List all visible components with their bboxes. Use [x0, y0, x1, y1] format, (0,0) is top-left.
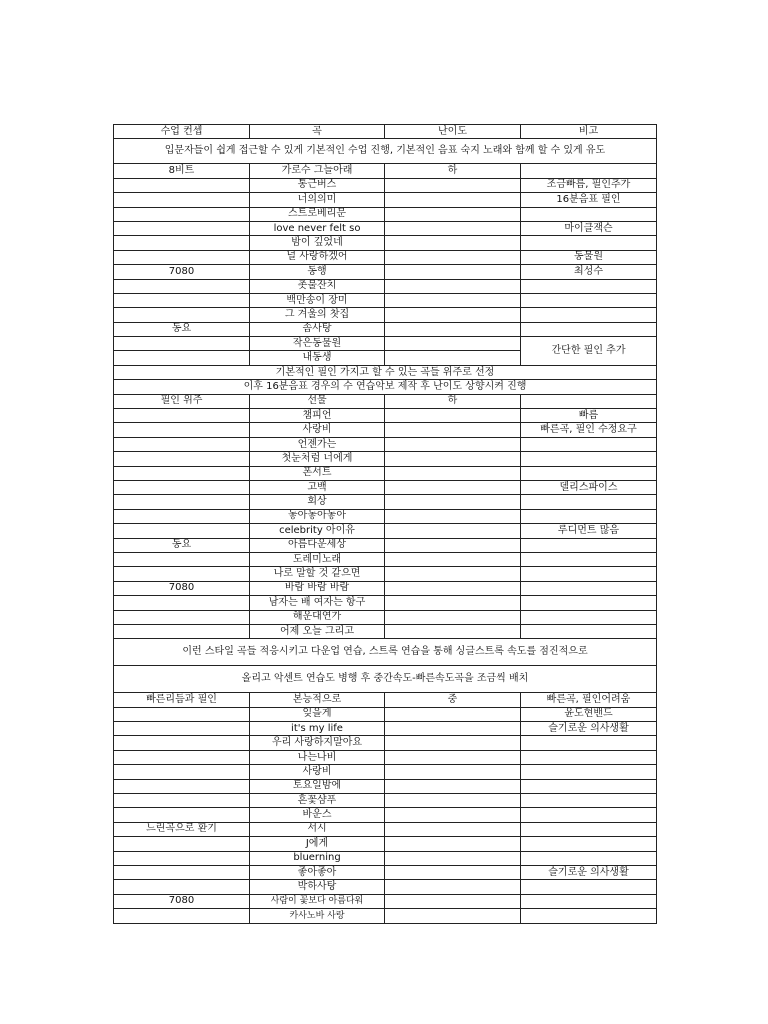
remark-cell [521, 552, 657, 566]
remark-cell: 16분음표 필인 [521, 193, 657, 207]
level-cell [385, 452, 521, 466]
song-cell: 좋아좋아 [250, 865, 385, 879]
concept-cell [114, 466, 250, 480]
remark-cell: 빠른곡, 필인어려움 [521, 693, 657, 707]
song-cell: 나로 말할 것 같으면 [250, 567, 385, 581]
table-row [114, 722, 657, 736]
remark-cell [521, 279, 657, 293]
level-cell [385, 480, 521, 494]
header-remark: 비고 [521, 125, 657, 139]
remark-cell [521, 322, 657, 336]
remark-cell: 루디먼트 많음 [521, 524, 657, 538]
remark-cell [521, 394, 657, 408]
song-cell: 사람이 꽃보다 아름다워 [250, 894, 385, 908]
level-cell [385, 221, 521, 235]
remark-cell: 최성수 [521, 265, 657, 279]
concept-cell: 느린곡으로 환기 [114, 822, 250, 836]
remark-cell [521, 765, 657, 779]
table-row [114, 207, 657, 221]
table-row [114, 837, 657, 851]
level-cell [385, 524, 521, 538]
table-row [114, 538, 657, 552]
song-cell: 도레미노래 [250, 552, 385, 566]
level-cell [385, 794, 521, 808]
section-note: 이후 16분음표 경우의 수 연습악보 제작 후 난이도 상향시켜 진행 [114, 380, 657, 394]
song-cell: 잊을게 [250, 707, 385, 721]
level-cell [385, 423, 521, 437]
table-row [114, 524, 657, 538]
table-row [114, 265, 657, 279]
concept-cell [114, 851, 250, 865]
song-cell: 동행 [250, 265, 385, 279]
level-cell [385, 779, 521, 793]
table-row [114, 765, 657, 779]
song-cell: 토요일밤에 [250, 779, 385, 793]
table-row [114, 880, 657, 894]
remark-cell: 슬기로운 의사생활 [521, 722, 657, 736]
remark-cell [521, 736, 657, 750]
table-row [114, 909, 657, 923]
table-row [114, 894, 657, 908]
concept-cell [114, 250, 250, 264]
concept-cell [114, 624, 250, 638]
concept-cell [114, 865, 250, 879]
concept-cell [114, 750, 250, 764]
song-cell: 본능적으로 [250, 693, 385, 707]
song-cell: 남자는 배 여자는 항구 [250, 596, 385, 610]
level-cell [385, 567, 521, 581]
remark-cell [521, 236, 657, 250]
table-row [114, 337, 657, 351]
table-row [114, 437, 657, 451]
table-row [114, 693, 657, 707]
remark-cell: 빠른곡, 필인 수정요구 [521, 423, 657, 437]
song-cell: 박하사탕 [250, 880, 385, 894]
concept-cell [114, 236, 250, 250]
table-row [114, 495, 657, 509]
table-row [114, 750, 657, 764]
song-cell: 통근버스 [250, 178, 385, 192]
song-cell: 백만송이 장미 [250, 293, 385, 307]
song-cell: 스트로베리문 [250, 207, 385, 221]
concept-cell: 동요 [114, 322, 250, 336]
concept-cell [114, 193, 250, 207]
song-cell: 언젠가는 [250, 437, 385, 451]
concept-cell [114, 765, 250, 779]
level-cell [385, 236, 521, 250]
concept-cell [114, 509, 250, 523]
table-row [114, 567, 657, 581]
level-cell [385, 265, 521, 279]
concept-cell [114, 423, 250, 437]
level-cell [385, 279, 521, 293]
level-cell [385, 865, 521, 879]
table-row [114, 851, 657, 865]
table-row [114, 736, 657, 750]
level-cell [385, 707, 521, 721]
level-cell [385, 837, 521, 851]
remark-cell [521, 909, 657, 923]
song-cell: 사랑비 [250, 423, 385, 437]
song-cell: 나는나비 [250, 750, 385, 764]
table-row [114, 509, 657, 523]
remark-cell: 델리스파이스 [521, 480, 657, 494]
remark-cell [521, 164, 657, 178]
table-row [114, 610, 657, 624]
concept-cell [114, 337, 250, 351]
song-cell: 서시 [250, 822, 385, 836]
remark-cell [521, 437, 657, 451]
song-cell: celebrity 아이유 [250, 524, 385, 538]
remark-cell [521, 581, 657, 595]
section-note: 올리고 악센트 연습도 병행 후 중간속도-빠른속도곡을 조금씩 배치 [114, 666, 657, 693]
concept-cell [114, 552, 250, 566]
remark-cell: 동물원 [521, 250, 657, 264]
song-cell: 내동생 [250, 351, 385, 365]
song-cell: 어제 오늘 그리고 [250, 624, 385, 638]
level-cell [385, 308, 521, 322]
concept-cell [114, 808, 250, 822]
table-row [114, 794, 657, 808]
remark-cell [521, 851, 657, 865]
table-row [114, 308, 657, 322]
section-note-row [114, 139, 657, 164]
table-row [114, 236, 657, 250]
level-cell [385, 293, 521, 307]
level-cell [385, 765, 521, 779]
remark-cell: 빠름 [521, 409, 657, 423]
concept-cell [114, 779, 250, 793]
song-cell: 바람 바람 바람 [250, 581, 385, 595]
remark-cell: 조금빠름, 필인추가 [521, 178, 657, 192]
level-cell [385, 193, 521, 207]
song-cell: 가로수 그늘아래 [250, 164, 385, 178]
level-cell: 하 [385, 164, 521, 178]
song-cell: love never felt so [250, 221, 385, 235]
song-cell: 아름다운세상 [250, 538, 385, 552]
level-cell: 중 [385, 693, 521, 707]
concept-cell [114, 736, 250, 750]
song-cell: 바운스 [250, 808, 385, 822]
song-cell: bluerning [250, 851, 385, 865]
concept-cell [114, 279, 250, 293]
table-row [114, 822, 657, 836]
concept-cell [114, 351, 250, 365]
level-cell [385, 250, 521, 264]
table-row [114, 596, 657, 610]
level-cell [385, 750, 521, 764]
table-row [114, 193, 657, 207]
song-cell: 챔피언 [250, 409, 385, 423]
remark-cell [521, 596, 657, 610]
table-row [114, 552, 657, 566]
level-cell [385, 851, 521, 865]
level-cell [385, 178, 521, 192]
table-row [114, 480, 657, 494]
level-cell [385, 610, 521, 624]
table-row [114, 322, 657, 336]
remark-cell [521, 308, 657, 322]
song-cell: it's my life [250, 722, 385, 736]
table-row [114, 394, 657, 408]
concept-cell [114, 221, 250, 235]
song-cell: 작은동물원 [250, 337, 385, 351]
remark-cell [521, 293, 657, 307]
level-cell [385, 351, 521, 365]
level-cell [385, 409, 521, 423]
level-cell [385, 466, 521, 480]
remark-cell [521, 880, 657, 894]
concept-cell [114, 293, 250, 307]
concept-cell [114, 909, 250, 923]
concept-cell: 8비트 [114, 164, 250, 178]
concept-cell [114, 524, 250, 538]
section-note-row [114, 380, 657, 394]
concept-cell [114, 707, 250, 721]
remark-cell [521, 837, 657, 851]
table-row [114, 808, 657, 822]
song-cell: 밤이 깊었네 [250, 236, 385, 250]
section-note: 기본적인 필인 가지고 할 수 있는 곡들 위주로 선정 [114, 365, 657, 379]
song-cell: 해운대연가 [250, 610, 385, 624]
level-cell [385, 880, 521, 894]
level-cell [385, 822, 521, 836]
table-body [114, 125, 657, 924]
remark-cell: 마이클잭슨 [521, 221, 657, 235]
concept-cell [114, 567, 250, 581]
level-cell [385, 552, 521, 566]
song-cell: J에게 [250, 837, 385, 851]
lesson-plan-table [113, 124, 657, 924]
level-cell [385, 538, 521, 552]
table-row [114, 707, 657, 721]
remark-cell [521, 509, 657, 523]
level-cell [385, 808, 521, 822]
remark-cell [521, 466, 657, 480]
song-cell: 널 사랑하겠어 [250, 250, 385, 264]
song-cell: 놓아놓아놓아 [250, 509, 385, 523]
concept-cell: 7080 [114, 265, 250, 279]
level-cell [385, 437, 521, 451]
header-concept: 수업 컨셉 [114, 125, 250, 139]
song-cell: 우리 사랑하지말아요 [250, 736, 385, 750]
song-cell: 솜사탕 [250, 322, 385, 336]
level-cell [385, 509, 521, 523]
concept-cell [114, 596, 250, 610]
remark-cell [521, 567, 657, 581]
section-note: 입문자들이 쉽게 접근할 수 있게 기본적인 수업 진행, 기본적인 음표 숙지 노래와 함께 할 수 있게 유도 [114, 139, 657, 164]
table-row [114, 865, 657, 879]
remark-cell [521, 894, 657, 908]
section-note-row [114, 639, 657, 666]
concept-cell: 필인 위주 [114, 394, 250, 408]
remark-cell [521, 794, 657, 808]
remark-cell [521, 822, 657, 836]
concept-cell: 빠른리듬과 필인 [114, 693, 250, 707]
table-row [114, 452, 657, 466]
song-cell: 흔꽃샴푸 [250, 794, 385, 808]
remark-cell: 윤도현밴드 [521, 707, 657, 721]
header-row [114, 125, 657, 139]
song-cell: 고백 [250, 480, 385, 494]
remark-cell [521, 808, 657, 822]
level-cell [385, 894, 521, 908]
header-song: 곡 [250, 125, 385, 139]
song-cell: 선물 [250, 394, 385, 408]
level-cell: 하 [385, 394, 521, 408]
song-cell: 카사노바 사랑 [250, 909, 385, 923]
concept-cell: 7080 [114, 581, 250, 595]
header-level: 난이도 [385, 125, 521, 139]
remark-cell: 슬기로운 의사생활 [521, 865, 657, 879]
level-cell [385, 722, 521, 736]
remark-cell [521, 538, 657, 552]
remark-cell [521, 495, 657, 509]
remark-cell: 간단한 필인 추가 [521, 337, 657, 366]
level-cell [385, 736, 521, 750]
level-cell [385, 596, 521, 610]
table-row [114, 409, 657, 423]
table-row [114, 164, 657, 178]
table-row [114, 423, 657, 437]
concept-cell [114, 794, 250, 808]
concept-cell [114, 837, 250, 851]
section-note-row [114, 365, 657, 379]
table-row [114, 779, 657, 793]
remark-cell [521, 610, 657, 624]
concept-cell [114, 610, 250, 624]
concept-cell [114, 495, 250, 509]
song-cell: 사랑비 [250, 765, 385, 779]
table-row [114, 178, 657, 192]
remark-cell [521, 452, 657, 466]
concept-cell [114, 207, 250, 221]
table-row [114, 466, 657, 480]
table-row [114, 250, 657, 264]
section-note: 이런 스타일 곡들 적응시키고 다운업 연습, 스트록 연습을 통해 싱글스트록 속도를 점진적으로 [114, 639, 657, 666]
level-cell [385, 322, 521, 336]
table-row [114, 624, 657, 638]
concept-cell [114, 480, 250, 494]
level-cell [385, 495, 521, 509]
remark-cell [521, 750, 657, 764]
concept-cell: 동요 [114, 538, 250, 552]
song-cell: 촛불잔치 [250, 279, 385, 293]
concept-cell [114, 437, 250, 451]
level-cell [385, 581, 521, 595]
concept-cell [114, 308, 250, 322]
concept-cell: 7080 [114, 894, 250, 908]
table-row [114, 279, 657, 293]
remark-cell [521, 624, 657, 638]
remark-cell [521, 779, 657, 793]
level-cell [385, 909, 521, 923]
song-cell: 폰서트 [250, 466, 385, 480]
level-cell [385, 207, 521, 221]
concept-cell [114, 178, 250, 192]
concept-cell [114, 452, 250, 466]
remark-cell [521, 207, 657, 221]
table-row [114, 293, 657, 307]
level-cell [385, 337, 521, 351]
song-cell: 너의의미 [250, 193, 385, 207]
table-row [114, 581, 657, 595]
concept-cell [114, 409, 250, 423]
concept-cell [114, 722, 250, 736]
song-cell: 첫눈처럼 너에게 [250, 452, 385, 466]
song-cell: 그 겨울의 찻집 [250, 308, 385, 322]
section-note-row [114, 666, 657, 693]
level-cell [385, 624, 521, 638]
table-row [114, 221, 657, 235]
song-cell: 회상 [250, 495, 385, 509]
concept-cell [114, 880, 250, 894]
